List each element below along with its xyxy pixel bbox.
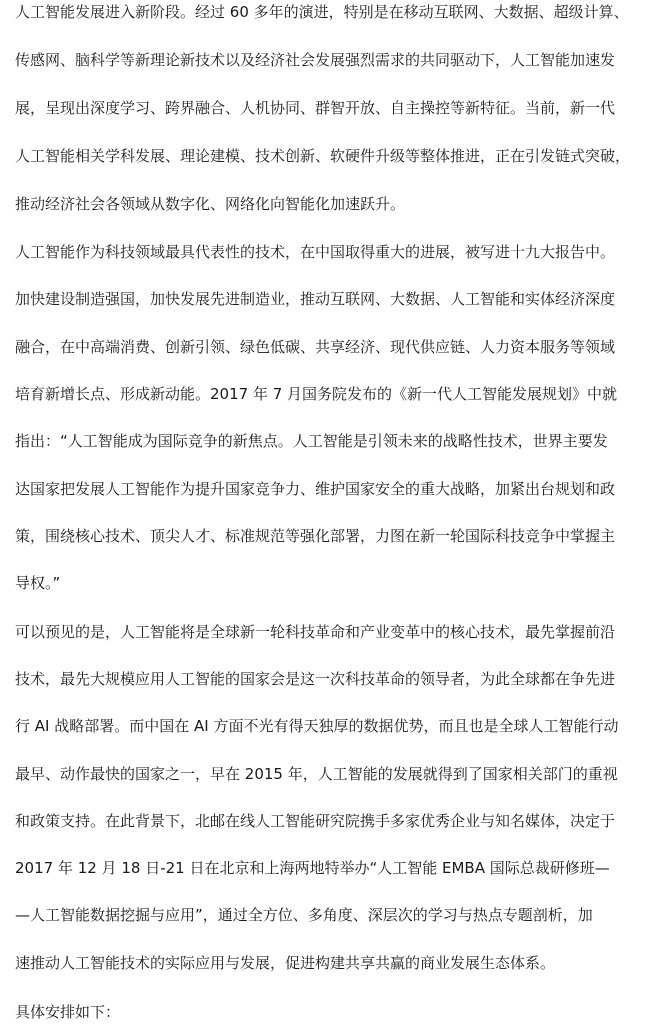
text-line: 培育新增长点、形成新动能。2017 年 7 月国务院发布的《新一代人工智能发展规划》中就 (15, 385, 618, 403)
text-line: 加快建设制造强国，加快发展先进制造业，推动互联网、大数据、人工智能和实体经济深度 (15, 290, 616, 308)
text-line: 融合，在中高端消费、创新引领、绿色低碳、共享经济、现代供应链、人力资本服务等领域 (15, 338, 616, 356)
text-line: 速推动人工智能技术的实际应用与发展，促进构建共享共赢的商业发展生态体系。 (15, 954, 556, 972)
text-line: 指出：“人工智能成为国际竞争的新焦点。人工智能是引领未来的战略性技术，世界主要发 (15, 432, 608, 450)
text-line: 行 AI 战略部署。而中国在 AI 方面不光有得天独厚的数据优势，而且也是全球人工智能行动 (15, 717, 619, 735)
text-line: 技术，最先大规模应用人工智能的国家会是这一次科技革命的领导者，为此全球都在争先进 (15, 670, 616, 688)
text-line: 传感网、脑科学等新理论新技术以及经济社会发展强烈需求的共同驱动下，人工智能加速发 (15, 51, 616, 69)
text-line: 推动经济社会各领域从数字化、网络化向智能化加速跃升。 (15, 195, 406, 213)
text-line: 展，呈现出深度学习、跨界融合、人机协同、群智开放、自主操控等新特征。当前，新一代 (15, 99, 616, 117)
text-line: 人工智能相关学科发展、理论建模、技术创新、软硬件升级等整体推进，正在引发链式突破， (15, 147, 631, 165)
text-line: 导权。” (15, 574, 61, 592)
text-line: 具体安排如下： (15, 1003, 121, 1021)
text-line: 人工智能发展进入新阶段。经过 60 多年的演进，特别是在移动互联网、大数据、超级计算、 (15, 3, 629, 21)
text-line: 人工智能作为科技领域最具代表性的技术，在中国取得重大的进展，被写进十九大报告中。 (15, 243, 616, 261)
text-line: 达国家把发展人工智能作为提升国家竞争力、维护国家安全的重大战略，加紧出台规划和政 (15, 480, 616, 498)
text-line: 和政策支持。在此背景下，北邮在线人工智能研究院携手多家优秀企业与知名媒体，决定于 (15, 812, 616, 830)
text-line: 策，围绕核心技术、顶尖人才、标准规范等强化部署，力图在新一轮国际科技竞争中掌握主 (15, 527, 616, 545)
text-line: 最早、动作最快的国家之一，早在 2015 年，人工智能的发展就得到了国家相关部门的重视 (15, 765, 618, 783)
text-line: —人工智能数据挖掘与应用”，通过全方位、多角度、深层次的学习与热点专题剖析，加 (15, 906, 593, 924)
text-line: 可以预见的是，人工智能将是全球新一轮科技革命和产业变革中的核心技术，最先掌握前沿 (15, 623, 616, 641)
text-line: 2017 年 12 月 18 日-21 日在北京和上海两地特举办“人工智能 EMBA 国际总裁研修班— (15, 859, 610, 877)
